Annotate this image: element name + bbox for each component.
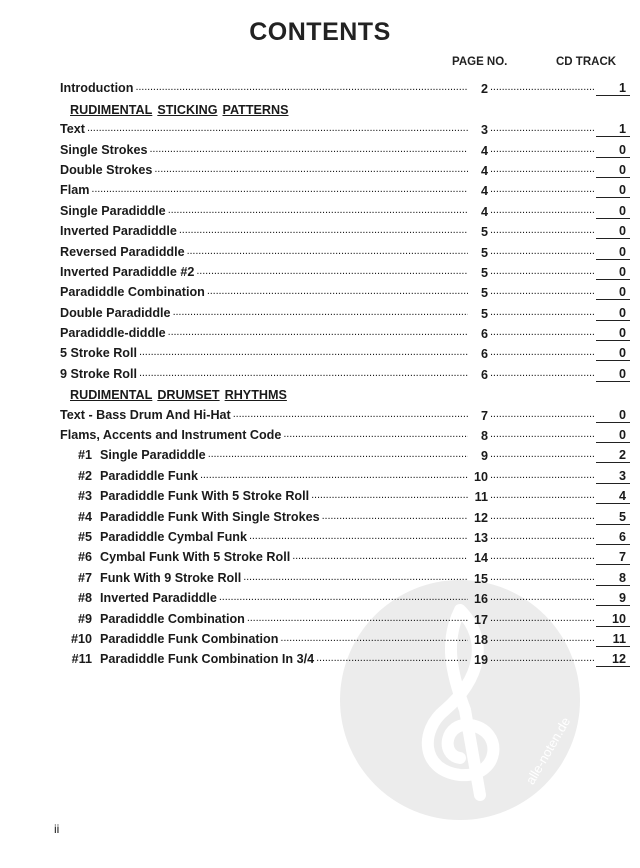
dot-leader (490, 285, 594, 300)
dot-leader (490, 346, 594, 361)
page-no-header: PAGE NO. (452, 56, 508, 68)
entry-page-number: 15 (473, 571, 488, 586)
entry-cd-track: 0 (596, 163, 630, 178)
entry-cd-track: 0 (596, 183, 630, 198)
toc-entry[interactable] (60, 402, 626, 423)
page-number-footer: ii (54, 822, 60, 836)
entry-number: #3 (77, 489, 92, 504)
dot-leader (168, 204, 468, 219)
entry-cd-track: 0 (596, 265, 630, 280)
dot-leader (219, 591, 468, 606)
entry-title: Paradiddle Funk Combination (100, 631, 279, 646)
entry-title-leader (60, 306, 470, 321)
toc-entry[interactable] (60, 545, 626, 566)
dot-leader (139, 346, 468, 361)
entry-cd-track: 10 (596, 612, 630, 627)
dot-leader (135, 81, 468, 96)
entry-page-number: 5 (480, 306, 488, 321)
toc-entry[interactable] (60, 260, 626, 280)
entry-number: #11 (71, 652, 92, 667)
entry-title-leader (60, 183, 470, 198)
section-heading (60, 96, 605, 116)
entry-number: #10 (70, 631, 92, 646)
entry-number: #7 (77, 570, 92, 585)
dot-leader (316, 652, 468, 667)
toc-entry[interactable] (60, 219, 626, 240)
entry-title: Flams, Accents and Instrument Code (60, 428, 282, 443)
entry-title: Reversed Paradiddle (60, 244, 185, 259)
dot-leader (311, 489, 468, 504)
dot-leader (139, 367, 468, 382)
entry-title-leader (60, 428, 470, 443)
toc-entry[interactable] (60, 280, 626, 301)
entry-title-leader (60, 489, 470, 504)
dot-leader (490, 265, 594, 280)
dot-leader (490, 326, 594, 341)
entry-title: Paradiddle Combination (100, 611, 245, 626)
cd-track-header: CD TRACK (556, 56, 617, 68)
entry-title-leader (60, 448, 470, 463)
entry-title-leader (60, 204, 470, 219)
entry-title-leader (60, 285, 470, 300)
section-heading-word: PATTERNS (222, 102, 289, 117)
entry-title: Double Strokes (60, 162, 153, 177)
entry-number: #4 (77, 509, 92, 524)
entry-title: Double Paradiddle (60, 305, 171, 320)
entry-title-leader (60, 143, 470, 158)
toc-entry[interactable] (60, 158, 626, 178)
dot-leader (168, 326, 468, 341)
toc-entry[interactable] (60, 198, 626, 219)
dot-leader (490, 408, 594, 423)
entry-cd-track: 11 (596, 632, 630, 647)
toc-entry[interactable] (60, 484, 626, 505)
dot-leader (490, 632, 594, 647)
entry-title: Paradiddle Cymbal Funk (100, 529, 247, 544)
dot-leader (490, 612, 594, 627)
entry-title-leader (60, 612, 470, 627)
dot-leader (208, 448, 468, 463)
dot-leader (490, 306, 594, 321)
entry-page-number: 6 (480, 327, 488, 342)
dot-leader (490, 245, 594, 260)
entry-cd-track: 0 (596, 204, 630, 219)
dot-leader (490, 530, 594, 545)
dot-leader (490, 81, 594, 96)
entry-cd-track: 0 (596, 408, 630, 423)
entry-title-leader (60, 510, 470, 525)
entry-page-number: 5 (480, 225, 488, 240)
entry-title: Inverted Paradiddle (100, 591, 217, 606)
entry-title: Cymbal Funk With 5 Stroke Roll (100, 550, 291, 565)
entry-page-number: 18 (473, 632, 488, 647)
entry-title: Single Paradiddle (60, 203, 166, 218)
toc-entry[interactable] (60, 423, 626, 444)
dot-leader (200, 469, 468, 484)
toc-entry[interactable] (60, 565, 626, 586)
entry-title-leader (60, 346, 470, 361)
dot-leader (490, 367, 594, 382)
entry-title-leader (60, 652, 470, 667)
entry-cd-track: 9 (596, 591, 630, 606)
entry-cd-track: 1 (596, 122, 630, 137)
table-of-contents (60, 76, 626, 668)
entry-title: Paradiddle Funk With 5 Stroke Roll (100, 489, 310, 504)
dot-leader (87, 122, 468, 137)
toc-entry[interactable] (60, 606, 626, 627)
entry-title: Paradiddle Combination (60, 285, 205, 300)
entry-cd-track: 0 (596, 428, 630, 443)
entry-page-number: 7 (480, 408, 488, 423)
entry-page-number: 8 (480, 429, 488, 444)
dot-leader (490, 591, 594, 606)
section-heading-word: RUDIMENTAL (70, 388, 153, 403)
entry-title: Paradiddle-diddle (60, 326, 166, 341)
entry-page-number: 5 (480, 286, 488, 301)
entry-cd-track: 12 (596, 652, 630, 667)
dot-leader (196, 265, 468, 280)
entry-cd-track: 0 (596, 224, 630, 239)
dot-leader (292, 550, 468, 565)
toc-entry[interactable] (60, 137, 626, 158)
dot-leader (207, 285, 468, 300)
dot-leader (490, 550, 594, 565)
dot-leader (249, 530, 468, 545)
entry-page-number: 14 (473, 551, 488, 566)
toc-entry[interactable] (60, 76, 626, 97)
entry-page-number: 6 (480, 367, 488, 382)
dot-leader (247, 612, 468, 627)
entry-page-number: 11 (474, 490, 488, 505)
entry-number: #8 (77, 591, 92, 606)
dot-leader (490, 571, 594, 586)
entry-title-leader (60, 265, 470, 280)
entry-title: Paradiddle Funk Combination In 3/4 (100, 652, 315, 667)
entry-page-number: 6 (480, 347, 488, 362)
dot-leader (490, 183, 594, 198)
entry-title-leader (60, 571, 470, 586)
toc-entry[interactable] (60, 239, 626, 260)
entry-title-leader (60, 326, 470, 341)
dot-leader (490, 122, 594, 137)
dot-leader (322, 510, 468, 525)
entry-title: Inverted Paradiddle #2 (60, 264, 195, 279)
dot-leader (280, 632, 468, 647)
entry-page-number: 4 (480, 184, 488, 199)
entry-cd-track: 0 (596, 367, 630, 382)
dot-leader (91, 183, 468, 198)
entry-number: #1 (77, 448, 92, 463)
dot-leader (154, 163, 468, 178)
toc-entry[interactable] (60, 443, 626, 464)
toc-entry[interactable] (60, 463, 626, 484)
entry-cd-track: 0 (596, 326, 630, 341)
entry-number: #2 (77, 468, 92, 483)
entry-title-leader (60, 367, 470, 382)
dot-leader (490, 510, 594, 525)
entry-title: 5 Stroke Roll (60, 346, 137, 361)
entry-cd-track: 2 (596, 448, 630, 463)
entry-title-leader (60, 81, 470, 96)
section-heading-word: STICKING (157, 102, 218, 117)
entry-cd-track: 4 (596, 489, 630, 504)
toc-entry[interactable] (60, 627, 626, 647)
dot-leader (490, 224, 594, 239)
section-heading (60, 382, 605, 402)
entry-page-number: 19 (473, 653, 488, 668)
dot-leader (490, 652, 594, 667)
dot-leader (490, 428, 594, 443)
entry-cd-track: 0 (596, 306, 630, 321)
dot-leader (187, 245, 468, 260)
entry-title: Introduction (60, 81, 134, 96)
entry-title: Flam (60, 183, 90, 198)
entry-title: Inverted Paradiddle (60, 224, 177, 239)
entry-title-leader (60, 408, 470, 423)
dot-leader (179, 224, 468, 239)
dot-leader (490, 163, 594, 178)
entry-page-number: 4 (480, 204, 488, 219)
entry-title-leader (60, 632, 470, 647)
toc-entry[interactable] (60, 525, 626, 545)
entry-page-number: 4 (480, 163, 488, 178)
entry-title-leader (60, 224, 470, 239)
entry-cd-track: 1 (596, 81, 630, 96)
entry-cd-track: 5 (596, 510, 630, 525)
entry-page-number: 12 (473, 510, 488, 525)
entry-cd-track: 6 (596, 530, 630, 545)
entry-title-leader (60, 163, 470, 178)
entry-page-number: 10 (473, 469, 488, 484)
entry-title-leader (60, 550, 470, 565)
entry-page-number: 3 (480, 123, 488, 138)
entry-page-number: 2 (480, 82, 488, 97)
entry-number: #6 (77, 550, 92, 565)
entry-page-number: 16 (473, 592, 488, 607)
entry-cd-track: 8 (596, 571, 630, 586)
toc-entry[interactable] (60, 178, 626, 199)
entry-cd-track: 7 (596, 550, 630, 565)
entry-title: Paradiddle Funk (100, 468, 198, 483)
entry-title-leader (60, 469, 470, 484)
entry-title: Single Strokes (60, 142, 148, 157)
entry-number: #9 (77, 611, 92, 626)
entry-title-leader (60, 530, 470, 545)
entry-cd-track: 0 (596, 346, 630, 361)
entry-page-number: 13 (473, 530, 488, 545)
entry-title: Funk With 9 Stroke Roll (100, 570, 242, 585)
dot-leader (233, 408, 468, 423)
toc-entry[interactable] (60, 117, 626, 138)
entry-page-number: 5 (480, 245, 488, 260)
dot-leader (490, 143, 594, 158)
toc-entry[interactable] (60, 341, 626, 362)
dot-leader (173, 306, 468, 321)
entry-cd-track: 0 (596, 285, 630, 300)
entry-number: #5 (77, 529, 92, 544)
dot-leader (490, 204, 594, 219)
dot-leader (490, 448, 594, 463)
entry-cd-track: 0 (596, 143, 630, 158)
svg-text:alle-noten.de: alle-noten.de (522, 714, 574, 788)
dot-leader (243, 571, 468, 586)
dot-leader (150, 143, 469, 158)
dot-leader (490, 489, 594, 504)
toc-entry[interactable] (60, 647, 626, 668)
toc-entry[interactable] (60, 321, 626, 342)
dot-leader (283, 428, 468, 443)
toc-entry[interactable] (60, 586, 626, 607)
entry-title-leader (60, 591, 470, 606)
entry-title: Text - Bass Drum And Hi-Hat (60, 407, 231, 422)
entry-page-number: 17 (473, 612, 488, 627)
entry-page-number: 4 (480, 143, 488, 158)
entry-cd-track: 0 (596, 245, 630, 260)
page-title: CONTENTS (249, 18, 391, 46)
entry-title-leader (60, 122, 470, 137)
entry-title: Single Paradiddle (100, 448, 206, 463)
toc-entry[interactable] (60, 504, 626, 525)
section-heading-word: DRUMSET (157, 388, 220, 403)
section-heading-word: RUDIMENTAL (70, 102, 153, 117)
toc-entry[interactable] (60, 300, 626, 321)
entry-title: Paradiddle Funk With Single Strokes (100, 509, 320, 524)
dot-leader (490, 469, 594, 484)
entry-title-leader (60, 245, 470, 260)
section-heading-word: RHYTHMS (224, 388, 287, 403)
entry-title: Text (60, 122, 85, 137)
entry-page-number: 5 (480, 265, 488, 280)
entry-page-number: 9 (480, 449, 488, 464)
entry-cd-track: 3 (596, 469, 630, 484)
toc-entry[interactable] (60, 361, 626, 382)
entry-title: 9 Stroke Roll (60, 366, 137, 381)
